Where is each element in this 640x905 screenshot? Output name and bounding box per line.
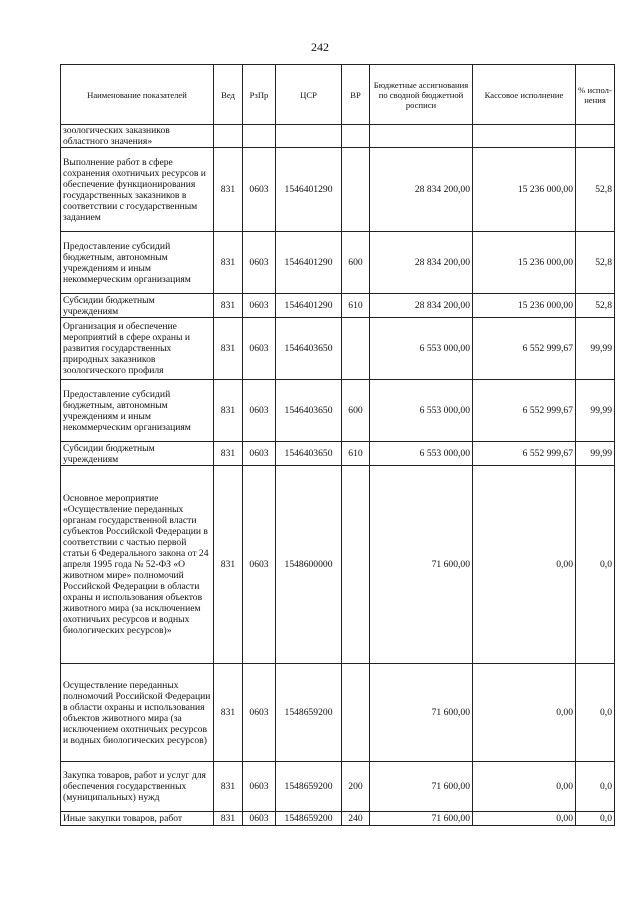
cell-rzpr: 0603 xyxy=(243,812,276,826)
cell-csr: 1546401290 xyxy=(276,148,342,232)
table-row xyxy=(61,442,615,466)
cell-plan: 71 600,00 xyxy=(370,762,473,812)
cell-pct: 52,8 xyxy=(576,294,615,318)
cell-plan xyxy=(370,125,473,148)
table-row xyxy=(61,318,615,380)
table-header-row xyxy=(61,65,615,125)
cell-name: Субсидии бюджетным учреждениям xyxy=(61,294,214,318)
cell-pct: 0,0 xyxy=(576,812,615,826)
cell-name: Основное мероприятие «Осуществление переданных органам государственной власти субъектов Российской Федерации в соответствии с частью первой статьи 6 Федерального закона от 24 апреля 1995 года № 52-ФЗ «О животном мире» полномочий Российской Федерации в области охраны и использования объектов животного мира (за исключением охотничьих ресурсов и водных биологических ресурсов)» xyxy=(61,466,214,664)
cell-rzpr: 0603 xyxy=(243,762,276,812)
cell-vr: 240 xyxy=(342,812,370,826)
cell-exec: 0,00 xyxy=(473,466,576,664)
cell-exec: 6 552 999,67 xyxy=(473,380,576,442)
header-plan: Бюджетные ассигнования по сводной бюджетной росписи xyxy=(370,65,473,125)
cell-rzpr: 0603 xyxy=(243,442,276,466)
cell-vr xyxy=(342,148,370,232)
cell-vr xyxy=(342,466,370,664)
cell-rzpr: 0603 xyxy=(243,294,276,318)
cell-exec: 0,00 xyxy=(473,664,576,762)
cell-ved: 831 xyxy=(214,380,243,442)
cell-exec: 0,00 xyxy=(473,812,576,826)
cell-csr: 1548659200 xyxy=(276,664,342,762)
page-number: 242 xyxy=(311,40,329,54)
header-exec: Кассовое исполнение xyxy=(473,65,576,125)
cell-exec: 15 236 000,00 xyxy=(473,148,576,232)
cell-csr xyxy=(276,125,342,148)
cell-ved: 831 xyxy=(214,762,243,812)
cell-rzpr: 0603 xyxy=(243,318,276,380)
cell-ved: 831 xyxy=(214,148,243,232)
cell-plan: 6 553 000,00 xyxy=(370,442,473,466)
cell-ved: 831 xyxy=(214,232,243,294)
cell-ved: 831 xyxy=(214,812,243,826)
cell-vr: 600 xyxy=(342,380,370,442)
cell-ved: 831 xyxy=(214,318,243,380)
cell-exec: 6 552 999,67 xyxy=(473,318,576,380)
header-name: Наименование показателей xyxy=(61,65,214,125)
header-ved: Вед xyxy=(214,65,243,125)
cell-pct: 99,99 xyxy=(576,318,615,380)
cell-vr xyxy=(342,125,370,148)
cell-ved: 831 xyxy=(214,664,243,762)
cell-pct: 99,99 xyxy=(576,442,615,466)
cell-name: Предоставление субсидий бюджетным, автономным учреждениям и иным некоммерческим организациям xyxy=(61,380,214,442)
cell-pct: 52,8 xyxy=(576,148,615,232)
cell-csr: 1546401290 xyxy=(276,232,342,294)
cell-rzpr xyxy=(243,125,276,148)
cell-csr: 1548600000 xyxy=(276,466,342,664)
header-vr: ВР xyxy=(342,65,370,125)
table-row xyxy=(61,125,615,148)
cell-plan: 71 600,00 xyxy=(370,466,473,664)
cell-vr: 610 xyxy=(342,442,370,466)
cell-rzpr: 0603 xyxy=(243,232,276,294)
cell-csr: 1546403650 xyxy=(276,318,342,380)
cell-plan: 6 553 000,00 xyxy=(370,380,473,442)
cell-vr: 600 xyxy=(342,232,370,294)
cell-name: зоологических заказников областного значения» xyxy=(61,125,214,148)
header-csr: ЦСР xyxy=(276,65,342,125)
cell-plan: 6 553 000,00 xyxy=(370,318,473,380)
cell-csr: 1546401290 xyxy=(276,294,342,318)
cell-name: Субсидии бюджетным учреждениям xyxy=(61,442,214,466)
cell-rzpr: 0603 xyxy=(243,466,276,664)
cell-plan: 71 600,00 xyxy=(370,664,473,762)
cell-name: Закупка товаров, работ и услуг для обеспечения государственных (муниципальных) нужд xyxy=(61,762,214,812)
budget-execution-table xyxy=(60,64,615,826)
cell-ved xyxy=(214,125,243,148)
cell-csr: 1546403650 xyxy=(276,442,342,466)
cell-name: Предоставление субсидий бюджетным, автономным учреждениям и иным некоммерческим организациям xyxy=(61,232,214,294)
cell-name: Иные закупки товаров, работ xyxy=(61,812,214,826)
cell-rzpr: 0603 xyxy=(243,664,276,762)
table-row xyxy=(61,148,615,232)
cell-vr xyxy=(342,664,370,762)
header-pct: % испол- нения xyxy=(576,65,615,125)
cell-csr: 1548659200 xyxy=(276,762,342,812)
table-row xyxy=(61,466,615,664)
cell-plan: 71 600,00 xyxy=(370,812,473,826)
cell-pct: 0,0 xyxy=(576,664,615,762)
cell-pct: 52,8 xyxy=(576,232,615,294)
cell-rzpr: 0603 xyxy=(243,148,276,232)
cell-pct: 0,0 xyxy=(576,762,615,812)
cell-ved: 831 xyxy=(214,294,243,318)
cell-name: Осуществление переданных полномочий Российской Федерации в области охраны и использования объектов животного мира (за исключением охотничьих ресурсов и водных биологических ресурсов) xyxy=(61,664,214,762)
table-row xyxy=(61,294,615,318)
table-row xyxy=(61,762,615,812)
cell-name: Выполнение работ в сфере сохранения охотничьих ресурсов и обеспечение функционирования государственных заказников в соответствии с государственным заданием xyxy=(61,148,214,232)
table-row xyxy=(61,380,615,442)
table-row xyxy=(61,232,615,294)
table-row xyxy=(61,664,615,762)
table-row xyxy=(61,812,615,826)
cell-exec: 6 552 999,67 xyxy=(473,442,576,466)
cell-rzpr: 0603 xyxy=(243,380,276,442)
cell-pct xyxy=(576,125,615,148)
cell-exec: 15 236 000,00 xyxy=(473,232,576,294)
cell-vr xyxy=(342,318,370,380)
cell-exec: 0,00 xyxy=(473,762,576,812)
cell-ved: 831 xyxy=(214,442,243,466)
cell-pct: 99,99 xyxy=(576,380,615,442)
cell-exec xyxy=(473,125,576,148)
cell-exec: 15 236 000,00 xyxy=(473,294,576,318)
cell-plan: 28 834 200,00 xyxy=(370,294,473,318)
cell-pct: 0,0 xyxy=(576,466,615,664)
cell-vr: 610 xyxy=(342,294,370,318)
cell-csr: 1548659200 xyxy=(276,812,342,826)
cell-plan: 28 834 200,00 xyxy=(370,232,473,294)
cell-name: Организация и обеспечение мероприятий в сфере охраны и развития государственных природных заказников зоологического профиля xyxy=(61,318,214,380)
cell-vr: 200 xyxy=(342,762,370,812)
cell-csr: 1546403650 xyxy=(276,380,342,442)
table-body xyxy=(61,125,615,826)
header-rzpr: РзПр xyxy=(243,65,276,125)
cell-ved: 831 xyxy=(214,466,243,664)
cell-plan: 28 834 200,00 xyxy=(370,148,473,232)
